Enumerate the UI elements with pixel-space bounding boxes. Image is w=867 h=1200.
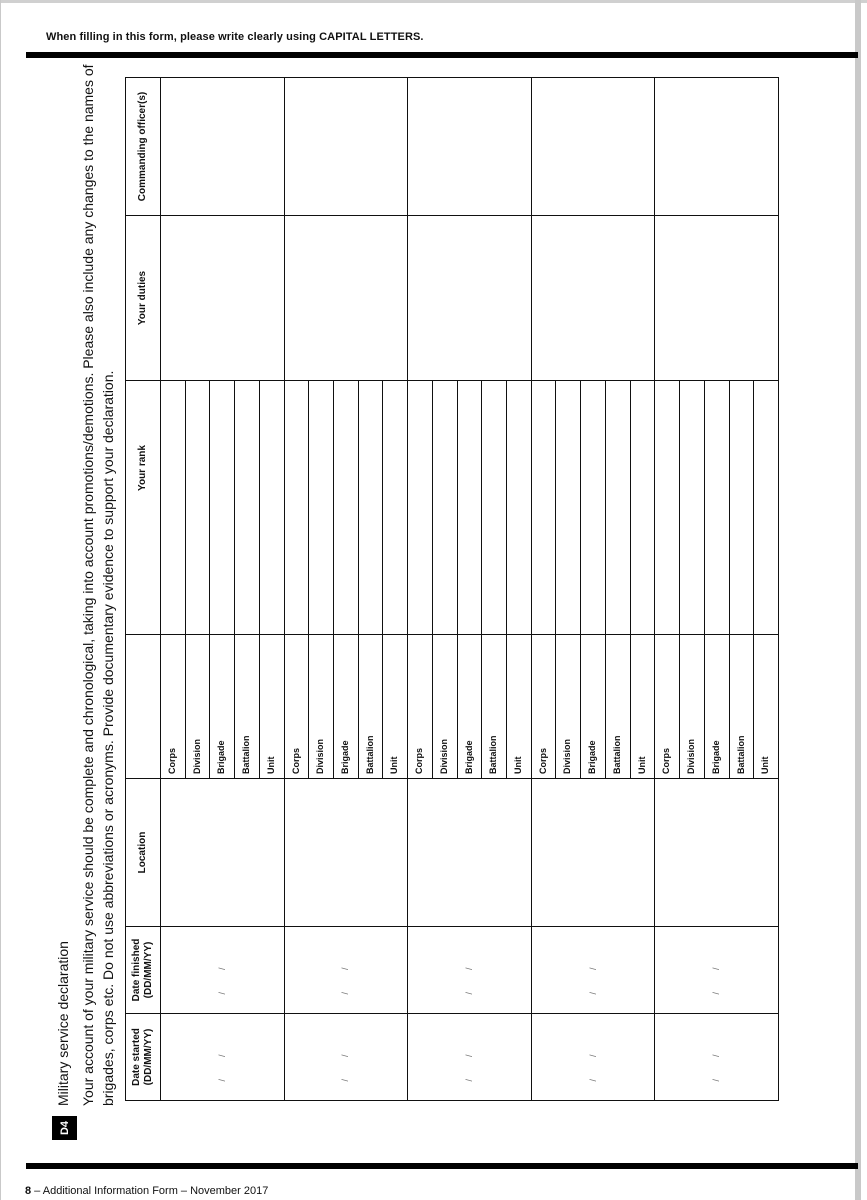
unit-row-divider bbox=[729, 381, 730, 778]
date-started-field[interactable] bbox=[337, 1032, 353, 1082]
unit-row-divider bbox=[679, 381, 680, 778]
unit-row-divider bbox=[605, 381, 606, 778]
unit-label: Division bbox=[315, 738, 325, 774]
date-separator: / bbox=[340, 1057, 350, 1082]
date-separator: / bbox=[340, 945, 350, 970]
unit-label: Corps bbox=[538, 747, 548, 774]
unit-row-divider bbox=[209, 381, 210, 778]
unit-label: Division bbox=[562, 738, 572, 774]
date-separator: / bbox=[464, 970, 474, 995]
date-separator: / bbox=[588, 970, 598, 995]
column-divider bbox=[126, 380, 778, 381]
unit-label: Corps bbox=[661, 747, 671, 774]
row-divider bbox=[654, 78, 655, 1100]
date-finished-field[interactable] bbox=[337, 945, 353, 995]
unit-label: Brigade bbox=[340, 740, 350, 774]
unit-label: Brigade bbox=[216, 740, 226, 774]
unit-row-divider bbox=[185, 381, 186, 778]
unit-row-divider bbox=[506, 381, 507, 778]
date-finished-field[interactable] bbox=[708, 945, 724, 995]
col-header-date-finished: Date finished (DD/MM/YY) bbox=[131, 938, 154, 1002]
unit-label: Division bbox=[686, 738, 696, 774]
date-separator: / bbox=[588, 945, 598, 970]
unit-label: Battalion bbox=[488, 735, 498, 774]
row-divider bbox=[407, 78, 408, 1100]
bottom-rule bbox=[26, 1163, 858, 1169]
unit-label: Battalion bbox=[736, 735, 746, 774]
section-title: Military service declaration bbox=[55, 941, 71, 1106]
unit-label: Unit bbox=[513, 756, 523, 774]
military-service-table bbox=[125, 77, 779, 1101]
unit-label: Unit bbox=[760, 756, 770, 774]
row-divider bbox=[531, 78, 532, 1100]
date-separator: / bbox=[217, 1032, 227, 1057]
unit-label: Division bbox=[439, 738, 449, 774]
unit-row-divider bbox=[308, 381, 309, 778]
unit-label: Battalion bbox=[365, 735, 375, 774]
unit-row-divider bbox=[259, 381, 260, 778]
capital-letters-instruction: When filling in this form, please write clearly using CAPITAL LETTERS. bbox=[46, 31, 424, 43]
unit-row-divider bbox=[630, 381, 631, 778]
date-started-field[interactable] bbox=[214, 1032, 230, 1082]
date-started-field[interactable] bbox=[585, 1032, 601, 1082]
column-divider bbox=[126, 215, 778, 216]
col-header-location: Location bbox=[137, 831, 148, 874]
unit-row-divider bbox=[432, 381, 433, 778]
date-separator: / bbox=[588, 1032, 598, 1057]
date-started-field[interactable] bbox=[708, 1032, 724, 1082]
unit-label: Battalion bbox=[241, 735, 251, 774]
unit-row-divider bbox=[580, 381, 581, 778]
unit-row-divider bbox=[457, 381, 458, 778]
unit-row-divider bbox=[234, 381, 235, 778]
page-number: 8 bbox=[25, 1185, 32, 1197]
section-instructions: Your account of your military service should be complete and chronological, taking into account promotions/demotions. Please also include any changes to the names of brigades, corps etc. Do not use abbreviations or acronyms. Provide documentary evidence to support your declaration. bbox=[80, 64, 116, 1106]
unit-label: Division bbox=[192, 738, 202, 774]
date-separator: / bbox=[711, 1032, 721, 1057]
date-started-field[interactable] bbox=[461, 1032, 477, 1082]
header-divider bbox=[160, 78, 161, 1100]
column-divider bbox=[126, 1013, 778, 1014]
unit-label: Battalion bbox=[612, 735, 622, 774]
column-divider bbox=[126, 926, 778, 927]
unit-row-divider bbox=[481, 381, 482, 778]
date-separator: / bbox=[588, 1057, 598, 1082]
unit-row-divider bbox=[555, 381, 556, 778]
date-separator: / bbox=[711, 945, 721, 970]
unit-row-divider bbox=[358, 381, 359, 778]
unit-row-divider bbox=[704, 381, 705, 778]
unit-label: Brigade bbox=[587, 740, 597, 774]
date-separator: / bbox=[464, 1032, 474, 1057]
date-separator: / bbox=[711, 970, 721, 995]
date-separator: / bbox=[217, 1057, 227, 1082]
unit-row-divider bbox=[753, 381, 754, 778]
unit-label: Brigade bbox=[464, 740, 474, 774]
col-header-your-rank: Your rank bbox=[137, 445, 148, 491]
date-separator: / bbox=[464, 1057, 474, 1082]
unit-row-divider bbox=[382, 381, 383, 778]
unit-label: Brigade bbox=[711, 740, 721, 774]
row-divider bbox=[284, 78, 285, 1100]
section-code-badge: D4 bbox=[52, 1116, 77, 1140]
date-separator: / bbox=[217, 945, 227, 970]
date-separator: / bbox=[340, 970, 350, 995]
unit-label: Unit bbox=[266, 756, 276, 774]
date-finished-field[interactable] bbox=[585, 945, 601, 995]
date-separator: / bbox=[217, 970, 227, 995]
unit-label: Unit bbox=[389, 756, 399, 774]
date-finished-field[interactable] bbox=[461, 945, 477, 995]
footer-text: – Additional Information Form – November 2017 bbox=[31, 1185, 269, 1197]
col-header-commanding-officers: Commanding officer(s) bbox=[137, 91, 148, 202]
unit-label: Corps bbox=[414, 747, 424, 774]
rotated-form-content bbox=[52, 55, 782, 1140]
date-separator: / bbox=[464, 945, 474, 970]
date-separator: / bbox=[711, 1057, 721, 1082]
date-finished-field[interactable] bbox=[214, 945, 230, 995]
unit-row-divider bbox=[333, 381, 334, 778]
page-footer bbox=[25, 1185, 268, 1197]
unit-label: Unit bbox=[637, 756, 647, 774]
column-divider bbox=[126, 778, 778, 779]
unit-label: Corps bbox=[291, 747, 301, 774]
col-header-date-started: Date started (DD/MM/YY) bbox=[131, 1028, 154, 1086]
unit-label: Corps bbox=[167, 747, 177, 774]
date-separator: / bbox=[340, 1032, 350, 1057]
col-header-your-duties: Your duties bbox=[137, 270, 148, 326]
